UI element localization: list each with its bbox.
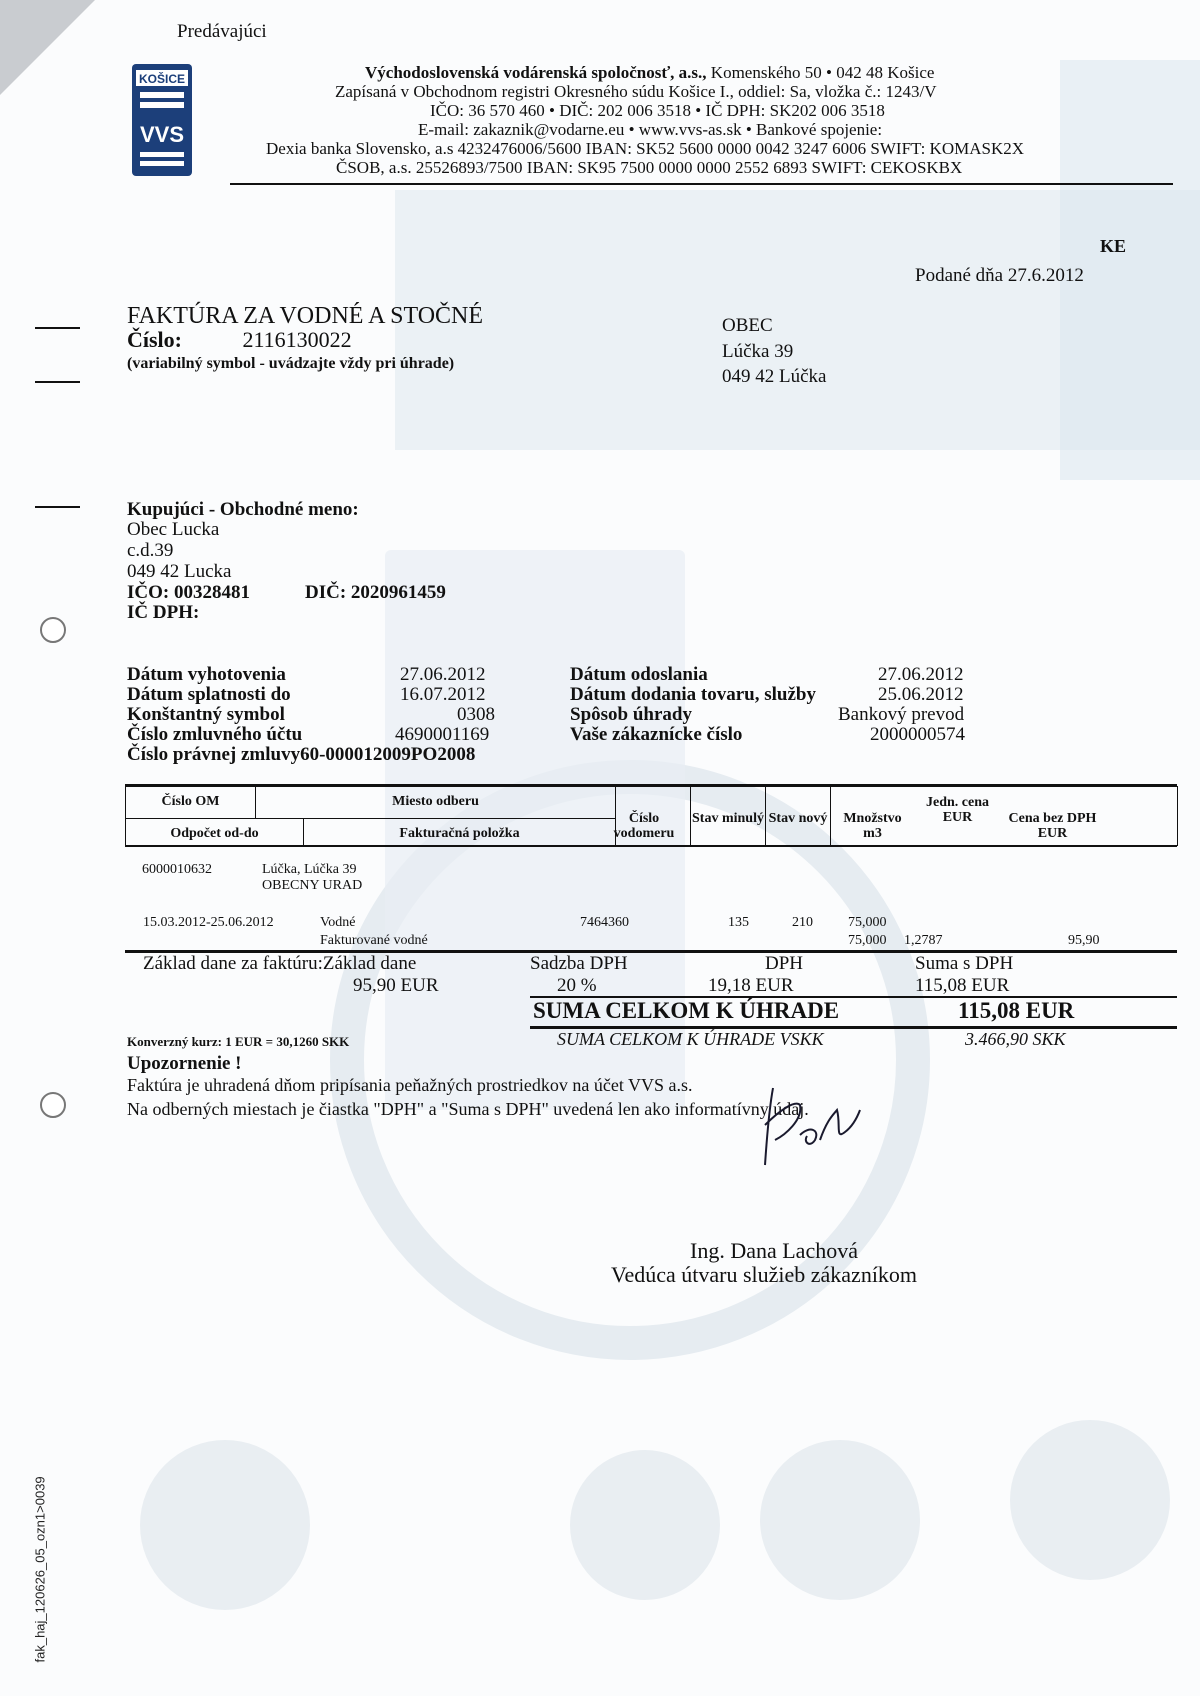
table-header-bottom-rule bbox=[125, 845, 1177, 847]
invoice-number-label: Číslo: bbox=[127, 327, 182, 352]
buyer-name: Obec Lucka bbox=[127, 519, 220, 540]
summary-vat-label: DPH bbox=[765, 953, 804, 974]
table-mid-rule bbox=[125, 818, 615, 819]
fold-mark bbox=[35, 327, 80, 329]
date-label: Dátum odoslania bbox=[570, 664, 708, 685]
date-label: Spôsob úhrady bbox=[570, 704, 692, 725]
date-label: Konštantný symbol bbox=[127, 704, 285, 725]
buyer-city: 049 42 Lucka bbox=[127, 561, 232, 582]
grand-total-label: SUMA CELKOM K ÚHRADE bbox=[533, 998, 840, 1023]
buyer-ico: IČO: 00328481 bbox=[127, 582, 250, 603]
notice-line-1: Faktúra je uhradená dňom pripísania peňažných prostriedkov na účet VVS a.s. bbox=[127, 1075, 693, 1095]
table-cell-new: 210 bbox=[792, 915, 813, 930]
summary-base-label-2: Základ dane bbox=[322, 953, 417, 974]
invoice-number-row bbox=[127, 327, 352, 353]
background-circle bbox=[140, 1440, 310, 1610]
fold-mark bbox=[35, 381, 80, 383]
sender-name: Východoslovenská vodárenská spoločnosť, a.s., bbox=[365, 63, 707, 82]
date-value: 27.06.2012 bbox=[400, 664, 486, 685]
svg-text:KOŠICE: KOŠICE bbox=[138, 72, 186, 86]
table-cell-om: 6000010632 bbox=[142, 862, 212, 877]
sender-bank-1: Dexia banka Slovensko, a.s 4232476006/5600 IBAN: SK52 5600 0000 0042 3247 6006 SWIFT: KOMASK2X bbox=[266, 139, 1024, 158]
conversion-rate: Konverzný kurz: 1 EUR = 30,1260 SKK bbox=[127, 1034, 350, 1049]
sender-line-1 bbox=[365, 64, 934, 82]
background-circle bbox=[570, 1450, 720, 1600]
col-om-header: Číslo OM bbox=[161, 794, 220, 809]
summary-base-label bbox=[143, 954, 416, 974]
recipient-line-2: Lúčka 39 bbox=[722, 341, 794, 362]
invoice-title: FAKTÚRA ZA VODNÉ A STOČNÉ bbox=[127, 303, 484, 329]
signatory-title: Vedúca útvaru služieb zákazníkom bbox=[611, 1262, 918, 1287]
col-prev-header: Stav minulý bbox=[692, 811, 764, 826]
table-cell-prev: 135 bbox=[728, 915, 749, 930]
notice-title: Upozornenie ! bbox=[127, 1053, 242, 1074]
variable-symbol-note: (variabilný symbol - uvádzajte vždy pri úhrade) bbox=[127, 355, 455, 372]
notice-line-2: Na odberných miestach je čiastka "DPH" a "Suma s DPH" uvedená len ako informatívny údaj. bbox=[127, 1099, 809, 1119]
table-cell-period: 15.03.2012-25.06.2012 bbox=[143, 915, 274, 930]
date-value: 27.06.2012 bbox=[878, 664, 964, 685]
buyer-dic: DIČ: 2020961459 bbox=[305, 582, 446, 603]
grand-total-skk-label: SUMA CELKOM K ÚHRADE VSKK bbox=[557, 1029, 824, 1049]
vvs-shield-logo-icon bbox=[130, 62, 194, 178]
recipient-line-1: OBEC bbox=[722, 315, 773, 336]
punch-hole bbox=[40, 617, 66, 643]
table-cell-qty-1: 75,000 bbox=[848, 915, 887, 930]
document-code: fak_haj_120626_05_ozn1>0039 bbox=[32, 1476, 48, 1663]
fold-mark bbox=[35, 506, 80, 508]
folded-corner bbox=[0, 0, 95, 95]
background-circle bbox=[760, 1440, 920, 1600]
table-top-rule bbox=[125, 784, 1177, 787]
table-cell-place-1: Lúčka, Lúčka 39 bbox=[262, 862, 357, 877]
table-cell-price: 95,90 bbox=[1068, 933, 1100, 948]
sender-contact: E-mail: zakaznik@vodarne.eu • www.vvs-as.sk • Bankové spojenie: bbox=[418, 120, 883, 139]
date-value: 25.06.2012 bbox=[878, 684, 964, 705]
svg-text:VVS: VVS bbox=[139, 122, 185, 147]
region-code: KE bbox=[1100, 236, 1127, 256]
handwritten-signature-icon bbox=[745, 1080, 865, 1170]
legal-contract-number: Číslo právnej zmluvy60-000012009PO2008 bbox=[127, 744, 476, 765]
table-cell-item-2: Fakturované vodné bbox=[320, 933, 428, 948]
header-rule bbox=[230, 183, 1173, 185]
summary-vat-rate: 20 % bbox=[557, 975, 597, 996]
col-price-header: Cena bez DPH EUR bbox=[1008, 811, 1097, 841]
punch-hole bbox=[40, 1092, 66, 1118]
date-label: Dátum dodania tovaru, služby bbox=[570, 684, 816, 705]
predavajuci-label: Predávajúci bbox=[177, 21, 267, 42]
col-new-header: Stav nový bbox=[768, 811, 828, 826]
date-value: 2000000574 bbox=[870, 724, 965, 745]
signatory-name: Ing. Dana Lachová bbox=[690, 1238, 858, 1263]
recipient-line-3: 049 42 Lúčka bbox=[722, 366, 827, 387]
background-circle bbox=[1010, 1420, 1170, 1580]
col-place-header: Miesto odberu bbox=[392, 794, 479, 809]
table-vline bbox=[830, 786, 831, 846]
invoice-number: 2116130022 bbox=[242, 327, 352, 352]
table-cell-place-2: OBECNY URAD bbox=[262, 878, 363, 893]
grand-total-skk-value: 3.466,90 SKK bbox=[965, 1029, 1066, 1049]
submitted-date: Podané dňa 27.6.2012 bbox=[915, 265, 1084, 286]
summary-vat-rate-label: Sadzba DPH bbox=[530, 953, 628, 974]
table-cell-item-1: Vodné bbox=[320, 915, 356, 930]
date-value: 4690001169 bbox=[395, 724, 490, 745]
col-unit-price-header: Jedn. cena EUR bbox=[926, 795, 989, 825]
date-value: Bankový prevod bbox=[838, 704, 965, 725]
table-vline bbox=[1177, 786, 1178, 846]
sender-bank-2: ČSOB, a.s. 25526893/7500 IBAN: SK95 7500 0000 0000 2552 6893 SWIFT: CEKOSKBX bbox=[336, 158, 963, 177]
col-qty-header: Množstvo m3 bbox=[843, 811, 902, 841]
buyer-street: c.d.39 bbox=[127, 540, 174, 561]
sender-address: Komenského 50 • 042 48 Košice bbox=[710, 63, 935, 82]
table-cell-meter: 7464360 bbox=[580, 915, 629, 930]
summary-vat-value: 19,18 EUR bbox=[708, 975, 794, 996]
col-period-header: Odpočet od-do bbox=[170, 826, 259, 841]
date-label: Dátum vyhotovenia bbox=[127, 664, 286, 685]
buyer-label: Kupujúci - Obchodné meno: bbox=[127, 499, 359, 520]
sender-register: Zapísaná v Obchodnom registri Okresného súdu Košice I., oddiel: Sa, vložka č.: 1243/V bbox=[335, 82, 937, 101]
table-cell-qty-2: 75,000 bbox=[848, 933, 887, 948]
summary-total-vat-value: 115,08 EUR bbox=[915, 975, 1010, 996]
date-label: Dátum splatnosti do bbox=[127, 684, 291, 705]
col-meter-header: Číslo vodomeru bbox=[613, 811, 675, 841]
sender-ids: IČO: 36 570 460 • DIČ: 202 006 3518 • IČ DPH: SK202 006 3518 bbox=[430, 101, 885, 120]
buyer-icdph: IČ DPH: bbox=[127, 602, 200, 623]
summary-total-vat-label: Suma s DPH bbox=[915, 953, 1014, 974]
date-value: 0308 bbox=[457, 704, 495, 725]
date-label: Číslo zmluvného účtu bbox=[127, 724, 303, 745]
summary-base-value: 95,90 EUR bbox=[353, 975, 439, 996]
date-label: Vaše zákaznícke číslo bbox=[570, 724, 743, 745]
date-value: 16.07.2012 bbox=[400, 684, 486, 705]
summary-base-label-1: Základ dane za faktúru: bbox=[143, 953, 323, 974]
col-item-header: Fakturačná položka bbox=[399, 826, 520, 841]
grand-total-value: 115,08 EUR bbox=[958, 998, 1075, 1023]
table-cell-unit-price: 1,2787 bbox=[904, 933, 943, 948]
